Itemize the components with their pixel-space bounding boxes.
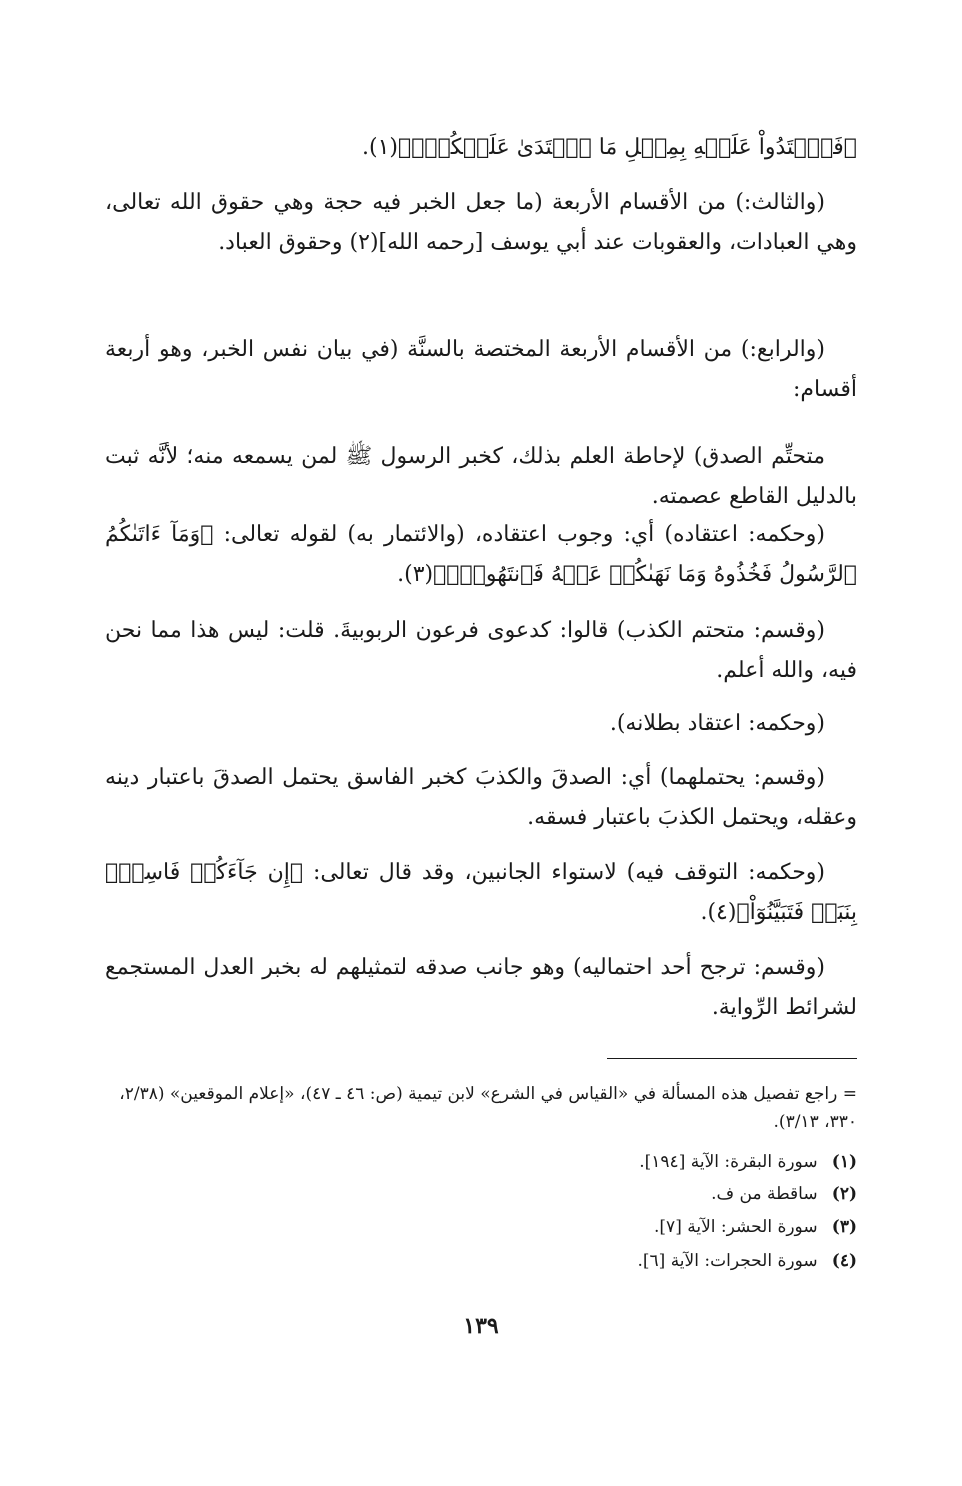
footnote-text: ساقطة من ف. — [711, 1184, 818, 1204]
paragraph-certain-truth: متحتِّم الصدق) لإحاطة العلم بذلك، كخبر الرسول ﷺ لمن يسمعه منه؛ لأنَّه ثبت بالدليل القاطع عصمته. — [105, 444, 857, 509]
footnote-2 — [105, 1180, 857, 1208]
paragraph-certain-falsehood: (وقسم: متحتم الكذب) قالوا: كدعوى فرعون الربوبيةَ. قلت: ليس هذا مما نحن فيه، والله أعلم. — [105, 618, 857, 683]
footnote-4 — [105, 1247, 857, 1275]
paragraph-both-possible: (وقسم: يحتملهما) أي: الصدقَ والكذبَ كخبر الفاسق يحتمل الصدقَ باعتبار دينه وعقله، ويحتمل الكذبَ باعتبار فسقه. — [105, 765, 857, 830]
footnote-continuation: = راجع تفصيل هذه المسألة في «القياس في الشرع» لابن تيمية (ص: ٤٦ ـ ٤٧)، «إعلام الموقعين» (٢/٣٨، ٣٣٠، ٣/١٣). — [119, 1084, 857, 1132]
footnote-number: (٤) — [831, 1251, 857, 1271]
footnote-text: سورة الحجرات: الآية [٦]. — [637, 1251, 818, 1271]
footnote-number: (٢) — [831, 1184, 857, 1204]
footnote-text: سورة البقرة: الآية [١٩٤]. — [639, 1152, 818, 1172]
page-number: ١٣٩ — [463, 1313, 499, 1339]
paragraph-quran-verse: ﴿فَٱعۡتَدُواْ عَلَيۡهِ بِمِثۡلِ مَا ٱعۡتَدَىٰ عَلَيۡكُمۡۚ﴾(١). — [362, 135, 857, 160]
paragraph-one-preferred: (وقسم: ترجح أحد احتماليه) وهو جانب صدقه لتمثيلهم له بخبر العدل المستجمع لشرائط الرِّواية. — [105, 955, 857, 1020]
footnote-1 — [105, 1148, 857, 1176]
paragraph-ruling-suspend: (وحكمه: التوقف فيه) لاستواء الجانبين، وقد قال تعالى: ﴿إِن جَآءَكُمۡ فَاسِقُۢ بِنَبَإٖ فَتَبَيَّنُوٓاْ﴾(٤). — [105, 860, 857, 925]
footnote-text: سورة الحشر: الآية [٧]. — [654, 1217, 818, 1237]
footnote-number: (١) — [831, 1152, 857, 1172]
paragraph-third-category: (والثالث:) من الأقسام الأربعة (ما جعل الخبر فيه حجة وهي حقوق الله تعالى، وهي العبادات، والعقوبات عند أبي يوسف [رحمه الله](٢) وحقوق العباد. — [105, 190, 857, 255]
paragraph-ruling-invalid: (وحكمه: اعتقاد بطلانه). — [609, 711, 825, 736]
paragraph-fourth-category: (والرابع:) من الأقسام الأربعة المختصة بالسنَّة (في بيان نفس الخبر، وهو أربعة أقسام: — [105, 337, 857, 402]
footnote-3 — [105, 1213, 857, 1241]
paragraph-ruling-belief: (وحكمه: اعتقاده) أي: وجوب اعتقاده، (والائتمار به) لقوله تعالى: ﴿وَمَآ ءَاتَىٰكُمُ ٱلرَّسُولُ فَخُذُوهُ وَمَا نَهَىٰكُمۡ عَنۡهُ فَٱنتَهُواْۚ﴾(٣). — [105, 522, 857, 587]
footnote-divider — [607, 1058, 857, 1059]
footnote-number: (٣) — [831, 1217, 857, 1237]
